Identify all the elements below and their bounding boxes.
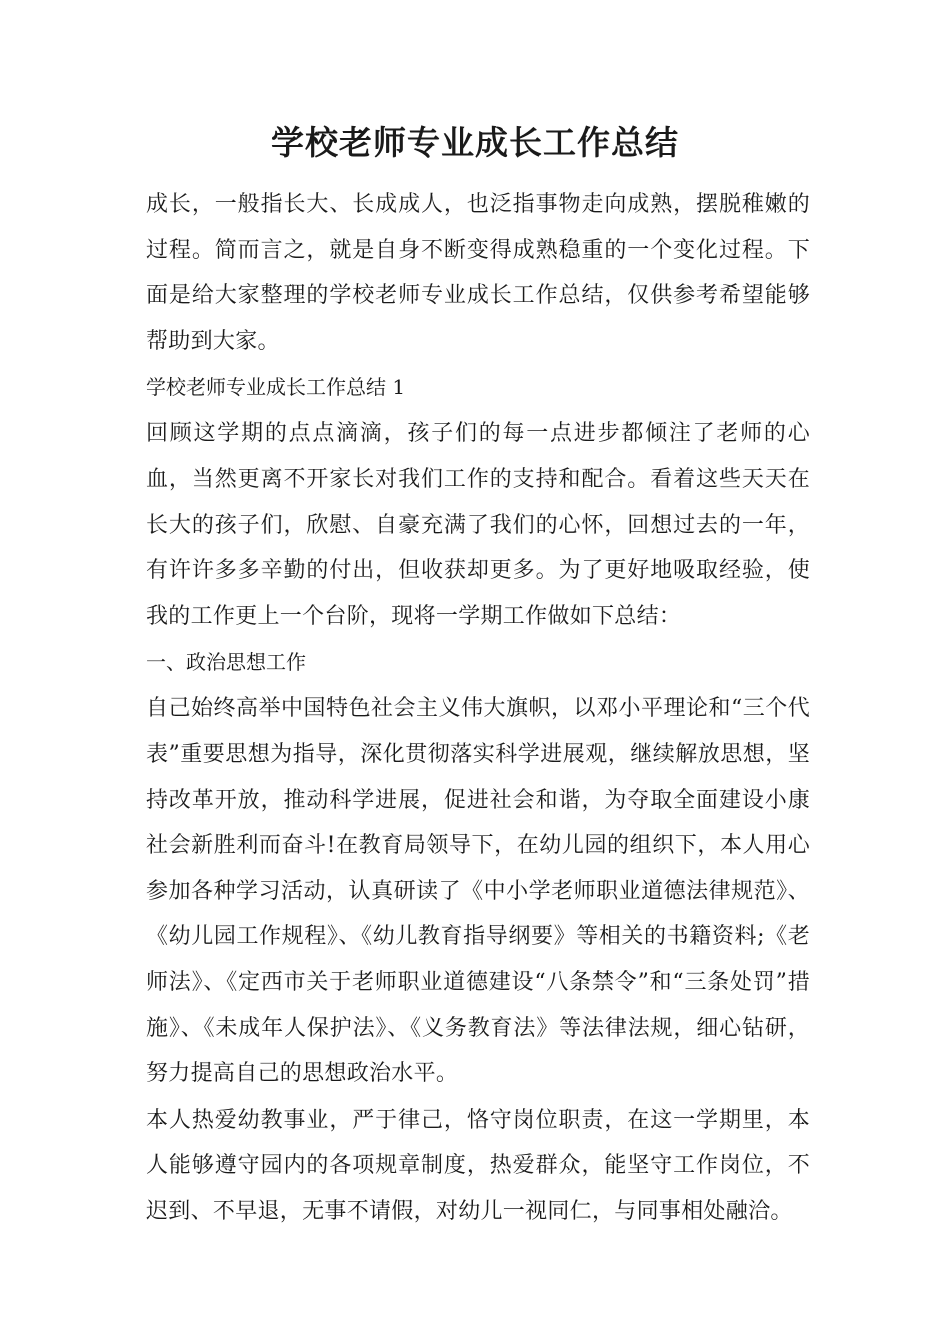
paragraph-3: 本人热爱幼教事业，严于律己，恪守岗位职责，在这一学期里，本人能够遵守园内的各项规章制度，热爱群众，能坚守工作岗位，不迟到、不早退，无事不请假，对幼儿一视同仁，与同事相处融洽。 [146,1107,810,1224]
document-title: 学校老师专业成长工作总结 [271,123,679,162]
paragraph-1: 回顾这学期的点点滴滴，孩子们的每一点进步都倾注了老师的心血，当然更离不开家长对我们工作的支持和配合。看着这些天天在长大的孩子们，欣慰、自豪充满了我们的心怀，回想过去的一年，有许许多多辛勤的付出，但收获却更多。为了更好地吸取经验，使我的工作更上一个台阶，现将一学期工作做如下总结： [146,421,810,629]
paragraph-2: 自己始终高举中国特色社会主义伟大旗帜，以邓小平理论和“三个代表”重要思想为指导，深化贯彻落实科学进展观，继续解放思想，坚持改革开放，推动科学进展，促进社会和谐，为夺取全面建设小康社会新胜利而奋斗!在教育局领导下，在幼儿园的组织下，本人用心参加各种学习活动，认真研读了《中小学老师职业道德法律规范》、《幼儿园工作规程》、《幼儿教育指导纲要》等相关的书籍资料;《老师法》、《定西市关于老师职业道德建设“八条禁令”和“三条处罚”措施》、《未成年人保护法》、《义务教育法》等法律法规，细心钻研，努力提高自己的思想政治水平。 [146,696,810,1087]
intro-paragraph: 成长，一般指长大、长成成人，也泛指事物走向成熟，摆脱稚嫩的过程。简而言之，就是自身不断变得成熟稳重的一个变化过程。下面是给大家整理的学校老师专业成长工作总结，仅供参考希望能够帮助到大家。 [146,192,810,354]
section-title: 学校老师专业成长工作总结 1 [146,375,406,400]
heading-political-work: 一、政治思想工作 [146,650,306,675]
document-body [146,182,810,1235]
